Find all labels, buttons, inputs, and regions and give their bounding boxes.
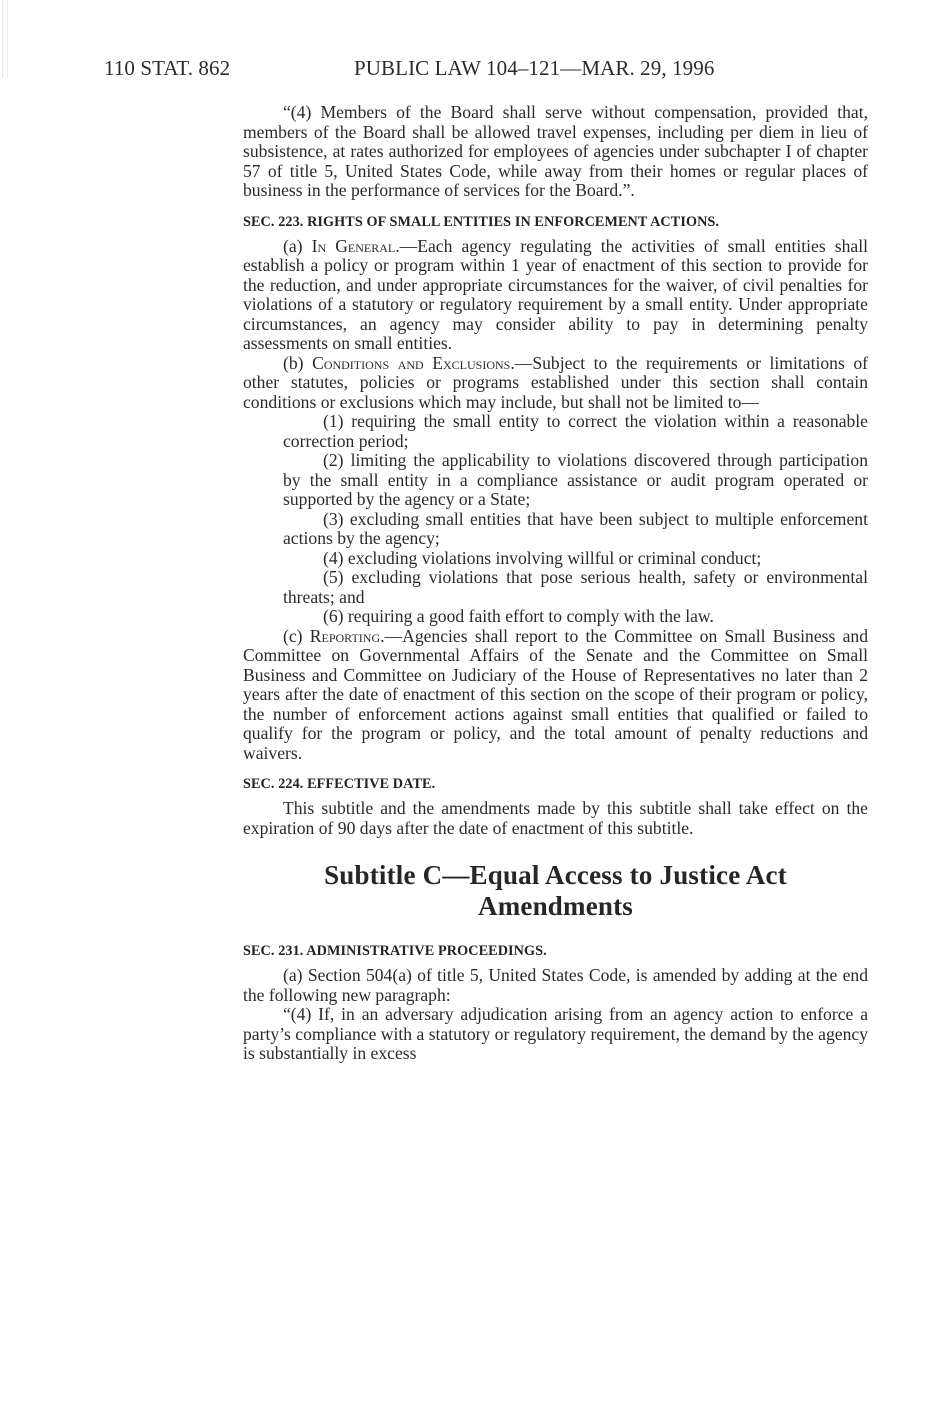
public-law-reference: PUBLIC LAW 104–121—MAR. 29, 1996 [354, 56, 715, 80]
subsection-b-item-4: (4) excluding violations involving willful or criminal conduct; [323, 547, 762, 568]
section-223-subsection-c [243, 627, 868, 764]
document-body [243, 103, 868, 1064]
subsection-a-label: (a) [283, 235, 312, 256]
subsection-c-text: —Agencies shall report to the Committee on Small Business and Committee on Governmental Affairs of the Senate and the Committee on Small Business and Committee on Judiciary of the House of Representatives no later than 2 years after the date of enactment of this section on the scope of their program or policy, the number of enforcement actions against small entities that qualified or failed to qualify for the program or policy, and the total amount of penalty reductions and waivers. [243, 625, 868, 763]
stat-citation: 110 STAT. 862 [104, 56, 231, 80]
subsection-b-item-3: (3) excluding small entities that have been subject to multiple enforcement actions by the agency; [283, 508, 868, 548]
subtitle-c-line-1: Subtitle C—Equal Access to Justice Act [324, 860, 787, 890]
subsection-b-item-6: (6) requiring a good faith effort to comply with the law. [323, 606, 714, 626]
subsection-b-caption: Conditions and Exclusions. [312, 352, 515, 373]
subtitle-c-heading [243, 860, 868, 922]
section-223-heading: SEC. 223. RIGHTS OF SMALL ENTITIES IN ENFORCEMENT ACTIONS. [243, 213, 720, 230]
subsection-b-item-5: (5) excluding violations that pose serious health, safety or environmental threats; and [283, 567, 868, 607]
section-224-heading: SEC. 224. EFFECTIVE DATE. [243, 776, 436, 792]
subsection-b-item-1: (1) requiring the small entity to correct the violation within a reasonable correction period; [283, 411, 868, 451]
section-231-subsection-a: (a) Section 504(a) of title 5, United States Code, is amended by adding at the end the following new paragraph: [243, 965, 868, 1005]
subsection-a-text: —Each agency regulating the activities of small entities shall establish a policy or program within 1 year of enactment of this section to provide for the reduction, and under appropriate circumstances for the waiver, of civil penalties for violations of a statutory or regulatory requirement by a small entity. Under appropriate circumstances, an agency may consider ability to pay in determining penalty assessments on small entities. [243, 235, 868, 353]
section-224-text: This subtitle and the amendments made by this subtitle shall take effect on the expiration of 90 days after the date of enactment of this subtitle. [243, 798, 868, 838]
subsection-b-label: (b) [283, 352, 313, 373]
subsection-c-label: (c) [283, 625, 310, 646]
section-231-quoted-paragraph: “(4) If, in an adversary adjudication arising from an agency action to enforce a party’s compliance with a statutory or regulatory requirement, the demand by the agency is substantially in excess [243, 1004, 868, 1063]
board-compensation-paragraph: “(4) Members of the Board shall serve without compensation, provided that, members of the Board shall be allowed travel expenses, including per diem in lieu of subsistence, at rates authorized for employees of agencies under subchapter I of chapter 57 of title 5, United States Code, while away from their homes or regular places of business in the performance of services for the Board.”. [243, 102, 868, 200]
subsection-c-caption: Reporting. [309, 625, 385, 646]
scan-page-edge [2, 0, 8, 78]
running-header [104, 56, 784, 82]
subtitle-c-line-2: Amendments [478, 891, 633, 921]
section-223-subsection-a [243, 237, 868, 354]
section-223-subsection-b [243, 354, 868, 413]
subsection-b-text: —Subject to the requirements or limitations of other statutes, policies or programs established under this section shall contain conditions or exclusions which may include, but shall not be limited to— [243, 352, 869, 412]
section-231-heading: SEC. 231. ADMINISTRATIVE PROCEEDINGS. [243, 943, 547, 959]
subsection-b-item-2: (2) limiting the applicability to violations discovered through participation by the small entity in a compliance assistance or audit program operated or supported by the agency or a State; [283, 450, 868, 509]
subsection-a-caption: In General. [311, 235, 400, 256]
